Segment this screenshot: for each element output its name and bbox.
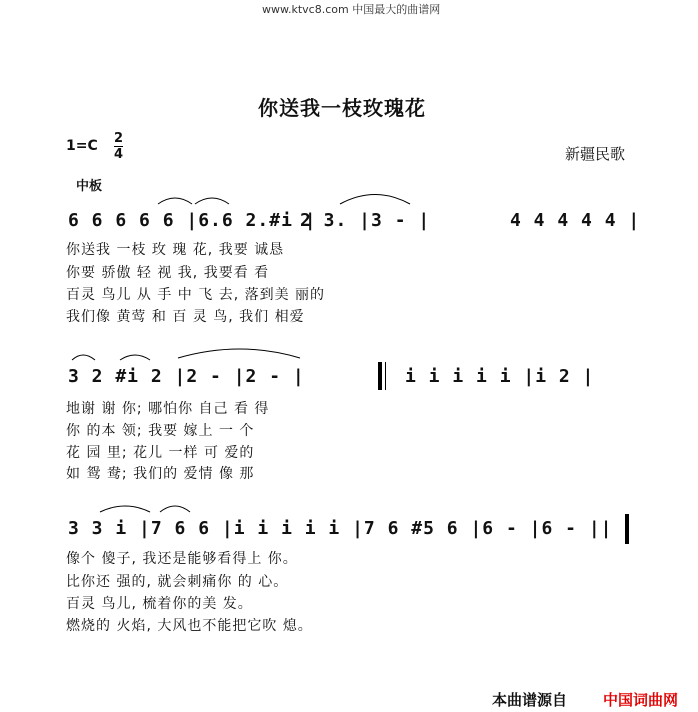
key-signature: 1=C — [66, 138, 98, 154]
notes-system-2-a: 3 2 #i 2 |2 - |2 - | — [68, 366, 305, 387]
slur — [120, 355, 150, 360]
time-sig-bottom: 4 — [114, 147, 124, 162]
slur — [100, 506, 150, 512]
footer-site-link[interactable]: 中国词曲网 — [603, 691, 679, 709]
lyric-line: 百灵 鸟儿 从 手 中 飞 去, 落到美 丽的 — [66, 287, 326, 303]
time-sig-top: 2 — [114, 131, 124, 146]
song-title: 你送我一枝玫瑰花 — [258, 96, 426, 120]
lyric-line: 我们像 黄莺 和 百 灵 鸟, 我们 相爱 — [66, 309, 305, 325]
slur — [195, 198, 229, 204]
slur — [158, 198, 192, 204]
site-header[interactable]: www.ktvc8.com 中国最大的曲谱网 — [262, 3, 441, 16]
notes-system-1-b: 2 3. |3 - | — [300, 210, 431, 231]
footer-source-label: 本曲谱源自 — [492, 691, 568, 709]
notes-system-1-a: 6 6 6 6 6 |6.6 2.#i | — [68, 210, 317, 231]
lyric-line: 比你还 强的, 就会刺痛你 的 心。 — [66, 574, 289, 590]
genre-label: 新疆民歌 — [565, 145, 626, 163]
tempo-marking: 中板 — [76, 179, 103, 194]
tie — [340, 195, 410, 205]
lyric-line: 像个 傻子, 我还是能够看得上 你。 — [66, 551, 298, 567]
lyric-line: 燃烧的 火焰, 大风也不能把它吹 熄。 — [66, 618, 313, 634]
notes-system-3: 3 3 i |7 6 6 |i i i i i |7 6 #5 6 |6 - |6 - || — [68, 518, 613, 539]
lyric-line: 百灵 鸟儿, 梳着你的美 发。 — [66, 596, 253, 612]
lyric-line: 花 园 里; 花儿 一样 可 爱的 — [66, 445, 255, 461]
lyric-line: 如 鸳 鸯; 我们的 爱情 像 那 — [66, 466, 255, 482]
slur — [72, 355, 95, 360]
lyric-line: 你送我 一枝 玫 瑰 花, 我要 诚恳 — [66, 242, 285, 258]
lyric-line: 你要 骄傲 轻 视 我, 我要看 看 — [66, 265, 270, 281]
slur — [160, 506, 190, 512]
lyric-line: 地谢 谢 你; 哪怕你 自己 看 得 — [66, 401, 270, 417]
lyric-line: 你 的本 领; 我要 嫁上 一 个 — [66, 423, 255, 439]
tie — [178, 349, 300, 358]
notes-system-1-c: 4 4 4 4 4 | — [510, 210, 641, 231]
notes-system-2-b: i i i i i |i 2 | — [405, 366, 595, 387]
